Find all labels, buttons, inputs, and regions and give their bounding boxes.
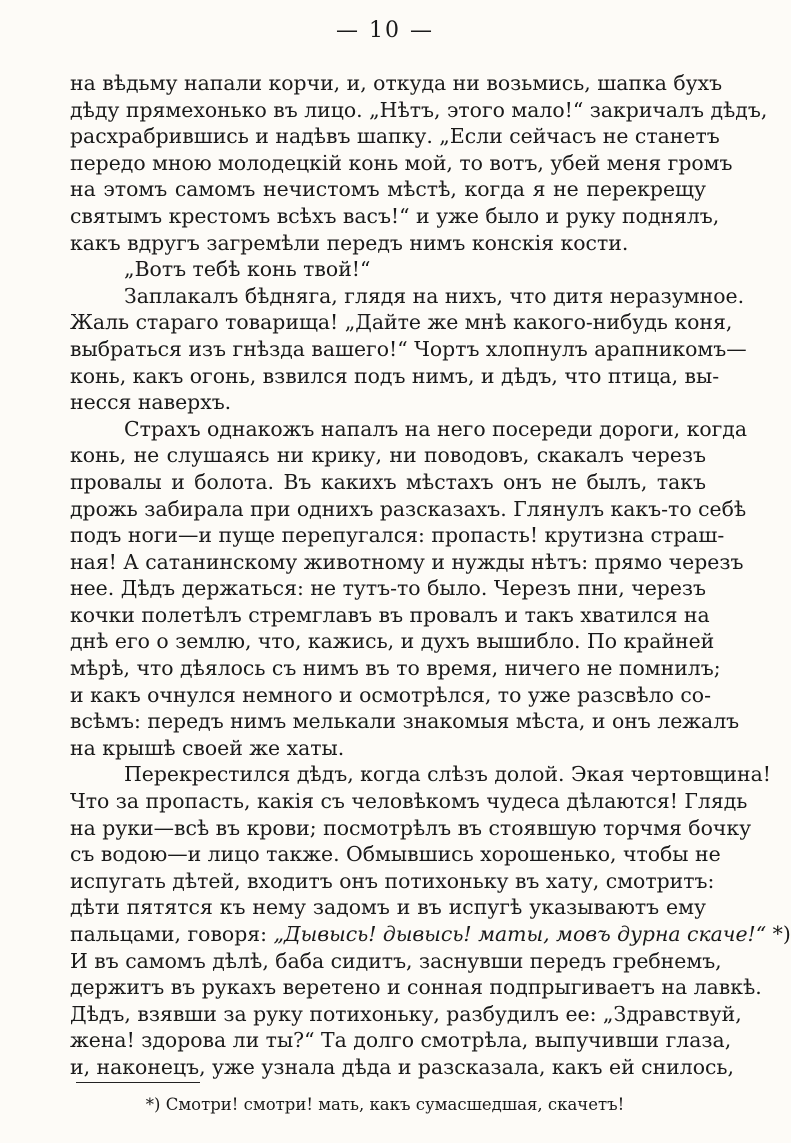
text-line: Дѣдъ, взявши за руку потихоньку, разбудилъ ее: „Здравствуй, [70, 1001, 742, 1026]
text-line: несся наверхъ. [70, 390, 232, 415]
text-line: конь, не слушаясь ни крику, ни поводовъ, скакалъ черезъ [70, 443, 706, 468]
text-line: И въ самомъ дѣлѣ, баба сидитъ, заснувши передъ гребнемъ, [70, 948, 722, 973]
text-line: конь, какъ огонь, взвился подъ нимъ, и дѣдъ, что птица, вы- [70, 363, 720, 388]
page-number: — 10 — [336, 18, 434, 43]
text-line: нее. Дѣдъ держаться: не тутъ-то было. Черезъ пни, черезъ [70, 576, 706, 601]
text-line: подъ ноги—и пуще перепугался: пропасть! крутизна страш- [70, 523, 725, 548]
text-span-before: пальцами, говоря: [70, 922, 274, 946]
text-span-after: *) [766, 922, 791, 946]
text-line: всѣмъ: передъ нимъ мелькали знакомыя мѣста, и онъ лежалъ [70, 709, 740, 734]
footnote: *) Смотри! смотри! мать, какъ сумасшедшая, скачетъ! [145, 1095, 625, 1114]
text-line: Заплакалъ бѣдняга, глядя на нихъ, что дитя неразумное. [124, 283, 745, 308]
text-line: днѣ его о землю, что, кажись, и духъ вышибло. По крайней [70, 629, 715, 654]
text-line: „Вотъ тебѣ конь твой!“ [124, 257, 371, 282]
text-line: и какъ очнулся немного и осмотрѣлся, то уже разсвѣло со- [70, 682, 711, 707]
text-line: держитъ въ рукахъ веретено и сонная подпрыгиваетъ на лавкѣ. [70, 975, 762, 1000]
text-line: ная! А сатанинскому животному и нужды нѣтъ: прямо черезъ [70, 549, 744, 574]
footnote-separator [76, 1082, 200, 1083]
text-line: Что за пропасть, какія съ человѣкомъ чудеса дѣлаются! Глядь [70, 789, 748, 814]
text-line: кочки полетѣлъ стремглавъ въ провалъ и такъ хватился на [70, 602, 710, 627]
text-line: на руки—всѣ въ крови; посмотрѣлъ въ стоявшую торчмя бочку [70, 815, 752, 840]
text-line: Жаль стараго товарища! „Дайте же мнѣ какого-нибудь коня, [70, 310, 733, 335]
body-text [70, 70, 791, 1081]
text-line: святымъ крестомъ всѣхъ васъ!“ и уже было и руку поднялъ, [70, 203, 720, 228]
text-line: дѣду прямехонько въ лицо. „Нѣтъ, этого мало!“ закричалъ дѣдъ, [70, 97, 768, 122]
text-line: на вѣдьму напали корчи, и, откуда ни возьмись, шапка бухъ [70, 71, 723, 95]
text-line: Перекрестился дѣдъ, когда слѣзъ долой. Экая чертовщина! [124, 762, 771, 787]
text-line: выбраться изъ гнѣзда вашего!“ Чортъ хлопнулъ арапникомъ— [70, 336, 747, 361]
text-line: и, наконецъ, уже узнала дѣда и разсказала, какъ ей снилось, [70, 1054, 734, 1079]
text-line: передо мною молодецкій конь мой, то вотъ, убей меня громъ [70, 150, 733, 175]
text-line [70, 921, 791, 948]
text-line: какъ вдругъ загремѣли передъ нимъ конскія кости. [70, 230, 629, 255]
text-line: испугать дѣтей, входитъ онъ потихоньку въ хату, смотритъ: [70, 868, 715, 893]
text-line: жена! здорова ли ты?“ Та долго смотрѣла, выпучивши глаза, [70, 1028, 732, 1053]
text-line: съ водою—и лицо также. Обмывшись хорошенько, чтобы не [70, 842, 721, 867]
text-line: расхрабрившись и надѣвъ шапку. „Если сейчасъ не станетъ [70, 124, 720, 149]
text-line: мѣрѣ, что дѣялось съ нимъ въ то время, ничего не помнилъ; [70, 656, 721, 681]
text-line: дрожь забирала при однихъ разсказахъ. Глянулъ какъ-то себѣ [70, 496, 747, 521]
text-span-emph: „Дывысь! дывысь! маты, мовъ дурна скаче!“ [273, 922, 767, 946]
text-line: провалы и болота. Въ какихъ мѣстахъ онъ не былъ, такъ [70, 469, 706, 494]
text-line: на крышѣ своей же хаты. [70, 735, 345, 760]
text-line: дѣти пятятся къ нему задомъ и въ испугѣ указываютъ ему [70, 895, 706, 920]
text-line: Страхъ однакожъ напалъ на него посереди дороги, когда [124, 416, 747, 441]
text-line: на этомъ самомъ нечистомъ мѣстѣ, когда я не перекрещу [70, 177, 706, 202]
